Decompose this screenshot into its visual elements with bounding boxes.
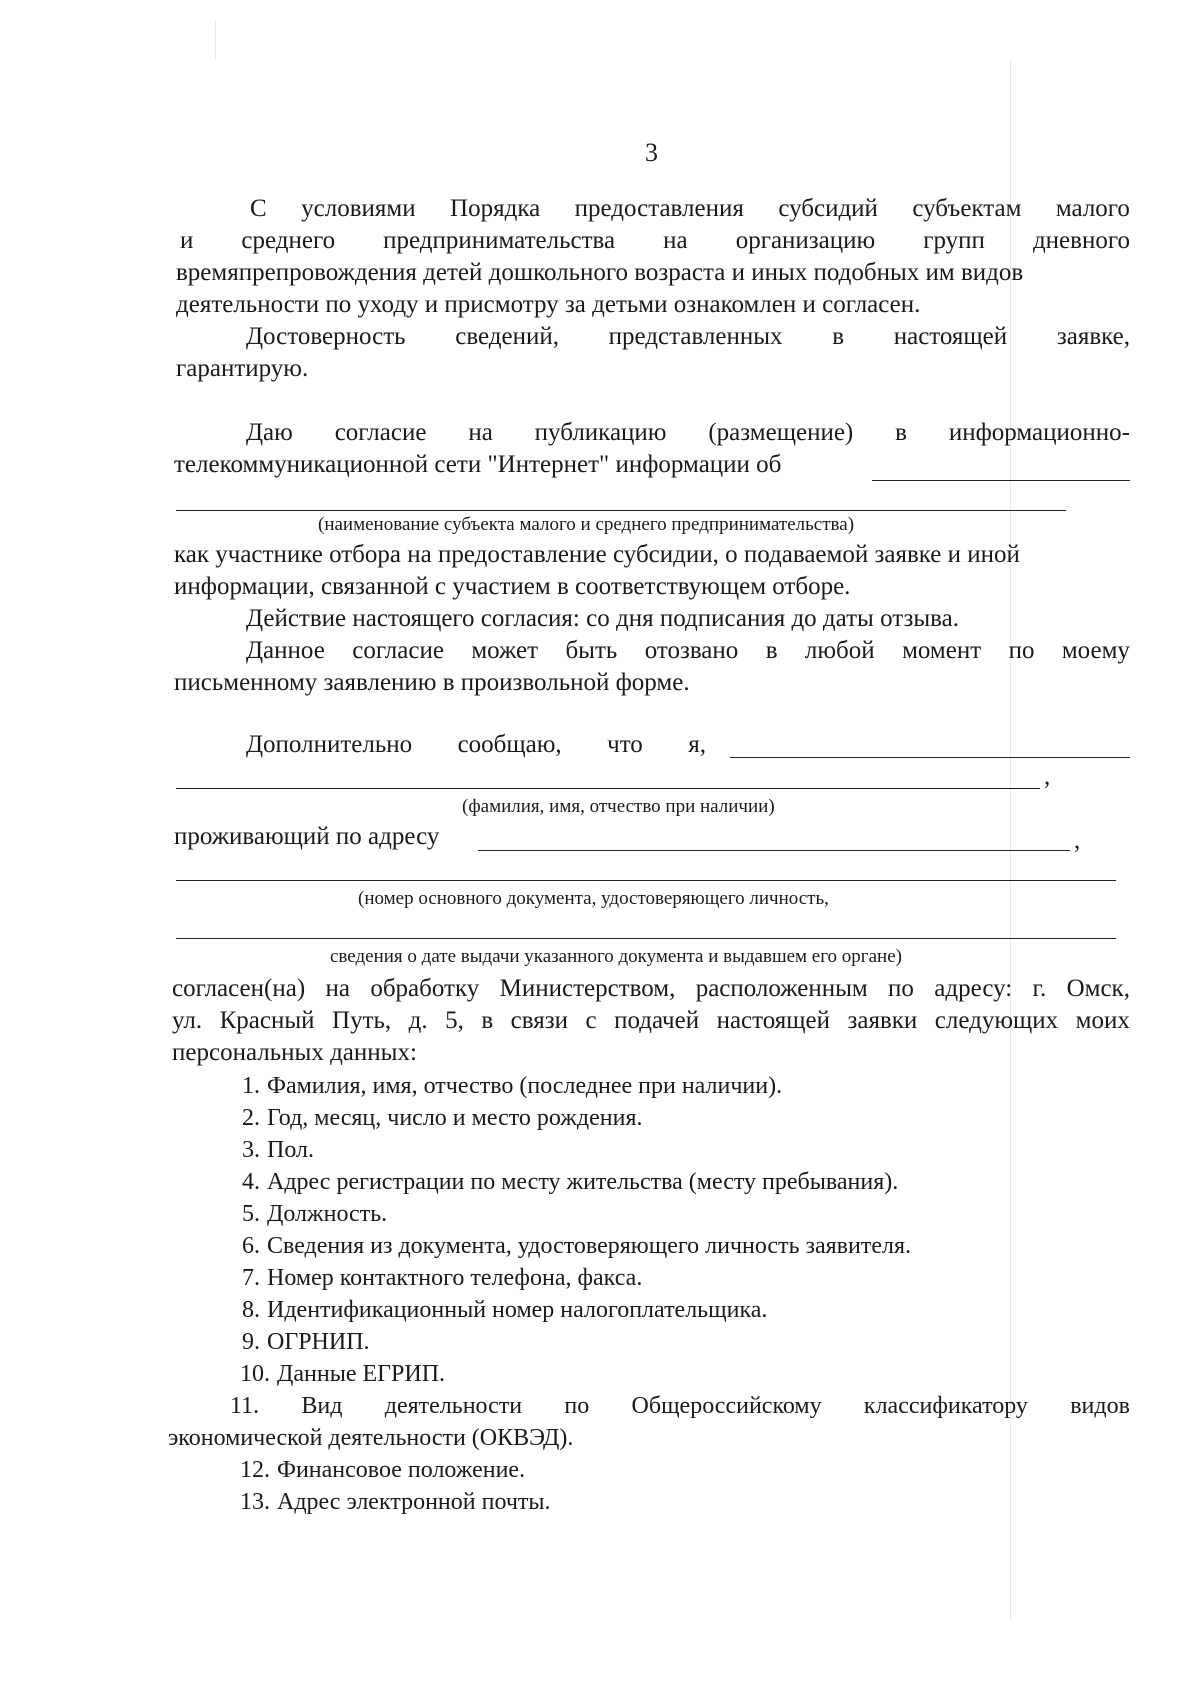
list-item: 9. ОГРНИП.	[242, 1329, 370, 1355]
list-item-continuation: экономической деятельности (ОКВЭД).	[168, 1425, 574, 1451]
list-item: 4. Адрес регистрации по месту жительства (месту пребывания).	[242, 1169, 899, 1195]
list-item: 10. Данные ЕГРИП.	[240, 1361, 446, 1387]
list-item: 5. Должность.	[242, 1201, 388, 1227]
list-item: 6. Сведения из документа, удостоверяющего личность заявителя.	[242, 1233, 912, 1259]
id-document-blank-1	[176, 880, 1116, 881]
para6-line4: персональных данных:	[172, 1039, 417, 1066]
para3-line3: как участнике отбора на предоставление субсидии, о подаваемой заявке и иной	[174, 541, 1020, 568]
para2-line2: гарантирую.	[176, 355, 309, 382]
scan-artifact-line	[215, 20, 216, 60]
para3-line1: Даю согласие на публикацию (размещение) в информационно-	[246, 419, 1130, 446]
id-document-caption: (номер основного документа, удостоверяющего личность,	[358, 888, 829, 909]
para1-line4: деятельности по уходу и присмотру за детьми ознакомлен и согласен.	[176, 291, 921, 318]
scan-artifact-line	[1010, 60, 1011, 1620]
list-item: 11. Вид деятельности по Общероссийскому классификатору видов	[230, 1393, 1130, 1419]
list-item: 8. Идентификационный номер налогоплательщика.	[242, 1297, 768, 1323]
address-blank	[478, 850, 1070, 851]
org-name-blank-1	[872, 480, 1130, 481]
list-item: 1. Фамилия, имя, отчество (последнее при наличии).	[242, 1073, 783, 1099]
list-item: 12. Финансовое положение.	[240, 1457, 526, 1483]
para6-line2: согласен(на) на обработку Министерством, расположенным по адресу: г. Омск,	[172, 975, 1130, 1002]
fio-caption: (фамилия, имя, отчество при наличии)	[462, 796, 775, 817]
para1-line1: С условиями Порядка предоставления субсидий субъектам малого	[250, 195, 1130, 222]
page-number: 3	[645, 138, 658, 167]
para4: Действие настоящего согласия: со дня подписания до даты отзыва.	[246, 605, 959, 632]
list-item: 7. Номер контактного телефона, факса.	[242, 1265, 643, 1291]
para1-line3: времяпрепровождения детей дошкольного возраста и иных подобных им видов	[176, 259, 1024, 286]
para6-line1: Дополнительно сообщаю, что я,	[246, 731, 706, 758]
fio-blank-1	[730, 757, 1130, 758]
list-item: 13. Адрес электронной почты.	[240, 1489, 551, 1515]
comma: ,	[1074, 827, 1081, 854]
para3-line4: информации, связанной с участием в соответствующем отборе.	[174, 573, 851, 600]
para2-line1: Достоверность сведений, представленных в настоящей заявке,	[246, 323, 1130, 350]
para1-line2: и среднего предпринимательства на организацию групп дневного	[180, 227, 1130, 254]
id-issue-caption: сведения о дате выдачи указанного документа и выдавшем его органе)	[330, 946, 902, 967]
fio-blank-2	[176, 788, 1040, 789]
para3-line2: телекоммуникационной сети "Интернет" информации об	[174, 451, 782, 478]
org-name-blank-2	[176, 510, 1066, 511]
id-document-blank-2	[176, 938, 1116, 939]
para5-line1: Данное согласие может быть отозвано в любой момент по моему	[246, 637, 1130, 664]
comma: ,	[1044, 763, 1051, 790]
list-item: 2. Год, месяц, число и место рождения.	[242, 1105, 643, 1131]
para5-line2: письменному заявлению в произвольной форме.	[174, 669, 690, 696]
para6-line3: ул. Красный Путь, д. 5, в связи с подачей настоящей заявки следующих моих	[172, 1007, 1130, 1034]
address-label: проживающий по адресу	[174, 823, 440, 850]
org-name-caption: (наименование субъекта малого и среднего предпринимательства)	[318, 514, 855, 535]
list-item: 3. Пол.	[242, 1137, 314, 1163]
